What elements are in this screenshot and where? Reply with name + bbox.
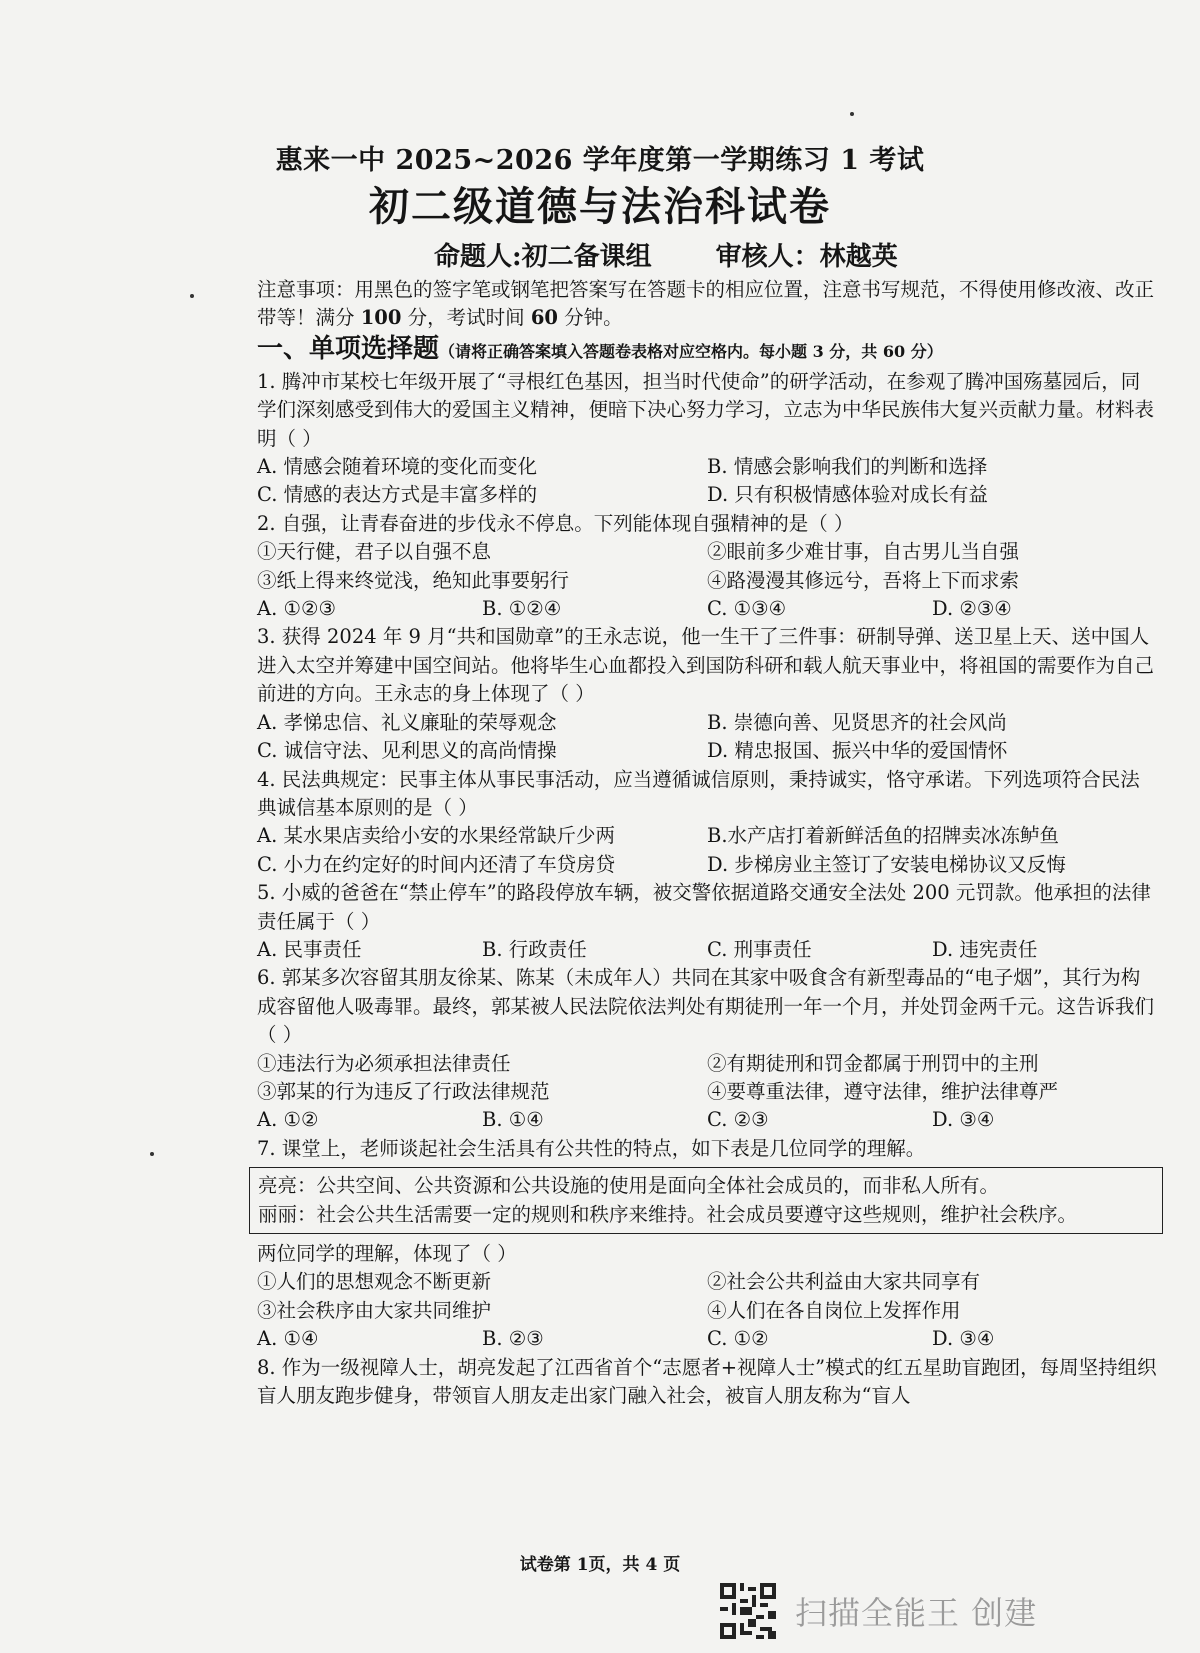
option-d: D. 只有积极情感体验对成长有益 — [707, 483, 988, 507]
option-a: A. 情感会随着环境的变化而变化 — [257, 455, 537, 479]
question-2-statements — [257, 538, 1157, 566]
question-4-options — [257, 822, 1157, 850]
notice-score: 100 — [360, 306, 402, 330]
statement-1: ①人们的思想观念不断更新 — [257, 1270, 492, 1294]
question-5-options — [257, 936, 1157, 964]
notice-text: 分钟。 — [557, 306, 623, 330]
quote-lili: 丽丽：社会公共生活需要一定的规则和秩序来维持。社会成员要遵守这些规则，维护社会秩序。 — [258, 1202, 1078, 1226]
question-6-statements — [257, 1078, 1157, 1106]
scan-speck — [850, 112, 854, 116]
exam-title: 初二级道德与法治科试卷 — [369, 183, 831, 230]
author: 命题人:初二备课组 — [434, 242, 652, 272]
section-note: （请将正确答案填入答题卷表格对应空格内。每小题 3 分，共 60 分） — [439, 341, 943, 361]
option-c: C. 诚信守法、见利思义的高尚情操 — [257, 739, 557, 763]
statement-3: ③郭某的行为违反了行政法律规范 — [257, 1079, 550, 1103]
option-c: C. ①② — [707, 1327, 769, 1351]
option-c: C. 情感的表达方式是丰富多样的 — [257, 483, 538, 507]
page-number: 试卷第 1页，共 4 页 — [519, 1555, 681, 1575]
question-3-stem: 3. 获得 2024 年 9 月“共和国勋章”的王永志说，他一生干了三件事：研制导弹、送卫星上天、送中国人进入太空并筹建中国空间站。他将毕生心血都投入到国防科研和载人航天事业中，将祖国的需要作为自己前进的方向。王永志的身上体现了（ ） — [257, 625, 1155, 706]
option-d: D. ③④ — [932, 1327, 995, 1351]
question-5-stem: 5. 小威的爸爸在“禁止停车”的路段停放车辆，被交警依据道路交通安全法处 200 元罚款。他承担的法律责任属于（ ） — [257, 881, 1151, 933]
option-c: C. ②③ — [707, 1108, 769, 1132]
option-a: A. 孝悌忠信、礼义廉耻的荣辱观念 — [257, 710, 557, 734]
question-6-stem: 6. 郭某多次容留其朋友徐某、陈某（未成年人）共同在其家中吸食含有新型毒品的“电子烟”，其行为构成容留他人吸毒罪。最终，郭某被人民法院依法判处有期徒刑一年一个月，并处罚金两千元。这告诉我们（ ） — [257, 966, 1155, 1047]
exam-content — [257, 276, 1157, 1410]
option-d: D. 违宪责任 — [932, 937, 1038, 961]
notice-text: 注意事项：用黑色的签字笔或钢笔把答案写在答题卡的相应位置，注意书写规范，不得使用修改液、改正带等！满分 — [257, 278, 1155, 330]
question-4-stem: 4. 民法典规定：民事主体从事民事活动，应当遵循诚信原则，秉持诚实，恪守承诺。下列选项符合民法典诚信基本原则的是（ ） — [257, 767, 1140, 819]
question-2-options — [257, 595, 1157, 623]
question-7-statements — [257, 1268, 1157, 1296]
option-b: B. 情感会影响我们的判断和选择 — [707, 455, 988, 479]
statement-2: ②眼前多少难甘事，自古男儿当自强 — [707, 540, 1020, 564]
statement-3: ③社会秩序由大家共同维护 — [257, 1298, 492, 1322]
question-1-options — [257, 481, 1157, 509]
question-4-options — [257, 851, 1157, 879]
question-1-options — [257, 453, 1157, 481]
question-7-quote-box — [249, 1167, 1163, 1234]
question-2-statements — [257, 567, 1157, 595]
option-a: A. ①②③ — [257, 597, 336, 621]
option-c: C. ①③④ — [707, 597, 787, 621]
question-3-options — [257, 737, 1157, 765]
reviewer: 审核人：林越英 — [715, 242, 898, 272]
option-d: D. ②③④ — [932, 597, 1012, 621]
scan-speck — [150, 1152, 154, 1156]
option-d: D. ③④ — [932, 1108, 995, 1132]
scan-speck — [190, 294, 194, 298]
question-6-options — [257, 1106, 1157, 1134]
question-2-stem: 2. 自强，让青春奋进的步伐永不停息。下列能体现自强精神的是（ ） — [257, 511, 854, 535]
option-b: B.水产店打着新鲜活鱼的招牌卖冰冻鲈鱼 — [707, 824, 1060, 848]
option-b: B. ①④ — [482, 1108, 544, 1132]
option-b: B. ②③ — [482, 1327, 544, 1351]
quote-liangliang: 亮亮：公共空间、公共资源和公共设施的使用是面向全体社会成员的，而非私人所有。 — [258, 1174, 1000, 1198]
qr-code-icon — [720, 1583, 776, 1639]
question-7-ask: 两位同学的理解，体现了（ ） — [257, 1242, 517, 1265]
statement-2: ②有期徒刑和罚金都属于刑罚中的主刑 — [707, 1051, 1039, 1075]
question-8-stem: 8. 作为一级视障人士，胡亮发起了江西省首个“志愿者+视障人士”模式的红五星助盲跑团，每周坚持组织盲人朋友跑步健身，带领盲人朋友走出家门融入社会，被盲人朋友称为“盲人 — [257, 1355, 1157, 1408]
option-a: A. 某水果店卖给小安的水果经常缺斤少两 — [257, 824, 615, 848]
option-a: A. 民事责任 — [257, 937, 362, 961]
exam-header-school: 惠来一中 2025~2026 学年度第一学期练习 1 考试 — [275, 145, 925, 176]
question-7-stem: 7. 课堂上，老师谈起社会生活具有公共性的特点，如下表是几位同学的理解。 — [257, 1136, 926, 1160]
question-6-statements — [257, 1050, 1157, 1078]
statement-1: ①违法行为必须承担法律责任 — [257, 1051, 511, 1075]
option-b: B. 崇德向善、见贤思齐的社会风尚 — [707, 710, 1007, 734]
notice-time: 60 — [530, 306, 558, 330]
question-1-stem: 1. 腾冲市某校七年级开展了“寻根红色基因，担当时代使命”的研学活动，在参观了腾冲国殇墓园后，同学们深刻感受到伟大的爱国主义精神，便暗下决心努力学习，立志为中华民族伟大复兴贡献力量。材料表明（ ） — [257, 369, 1155, 450]
question-7-statements — [257, 1297, 1157, 1325]
section-heading — [257, 333, 1157, 368]
scanner-watermark: 扫描全能王 创建 — [795, 1594, 1038, 1632]
exam-authors — [434, 236, 898, 273]
statement-4: ④要尊重法律，遵守法律，维护法律尊严 — [707, 1079, 1059, 1103]
option-c: C. 刑事责任 — [707, 937, 812, 961]
statement-1: ①天行健，君子以自强不息 — [257, 540, 492, 564]
statement-3: ③纸上得来终觉浅，绝知此事要躬行 — [257, 568, 570, 592]
statement-4: ④人们在各自岗位上发挥作用 — [707, 1298, 961, 1322]
statement-4: ④路漫漫其修远兮，吾将上下而求索 — [707, 568, 1020, 592]
question-7-options — [257, 1325, 1157, 1353]
option-d: D. 步梯房业主签订了安装电梯协议又反悔 — [707, 852, 1066, 876]
section-title: 一、单项选择题 — [257, 333, 440, 364]
question-3-options — [257, 709, 1157, 737]
option-a: A. ①④ — [257, 1327, 319, 1351]
statement-2: ②社会公共利益由大家共同享有 — [707, 1270, 981, 1294]
notice-text: 分，考试时间 — [401, 306, 531, 330]
option-c: C. 小力在约定好的时间内还清了车贷房贷 — [257, 852, 616, 876]
option-b: B. ①②④ — [482, 597, 562, 621]
option-d: D. 精忠报国、振兴中华的爱国情怀 — [707, 739, 1008, 763]
option-b: B. 行政责任 — [482, 937, 587, 961]
notice — [257, 276, 1157, 333]
option-a: A. ①② — [257, 1108, 319, 1132]
